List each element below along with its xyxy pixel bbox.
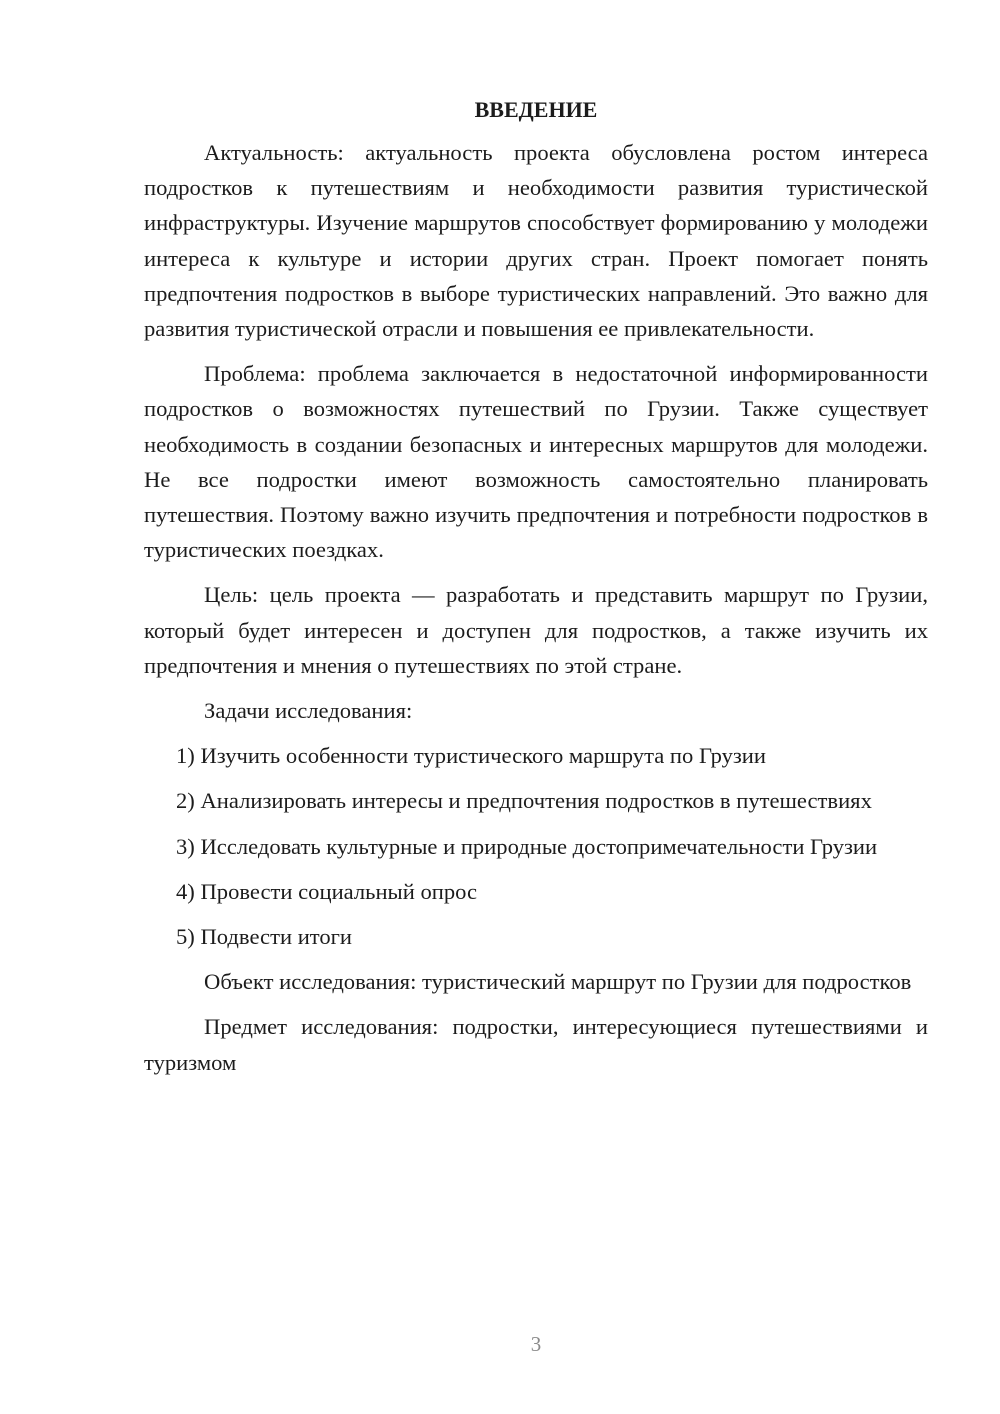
list-item-task-4: 4) Провести социальный опрос	[176, 878, 478, 904]
list-item-task-3: 3) Исследовать культурные и природные достопримечательности Грузии	[176, 833, 878, 859]
tasks-heading: Задачи исследования:	[204, 698, 413, 724]
page-title: ВВЕДЕНИЕ	[474, 97, 598, 122]
paragraph-problem: Проблема: проблема заключается в недостаточной информированности подростков о возможностях путешествий по Грузии. Также существует необходимость в создании безопасных и интересных маршрутов для молодежи. Не все подростки имеют возможность самостоятельно планировать путешествия. Поэтому важно изучить предпочтения и потребности подростков в туристических поездках.	[144, 361, 928, 563]
list-item-task-5: 5) Подвести итоги	[176, 924, 353, 950]
tasks-list	[144, 738, 928, 954]
page-number: 3	[530, 1332, 542, 1356]
paragraph-relevance: Актуальность: актуальность проекта обусловлена ростом интереса подростков к путешествиям и необходимости развития туристической инфраструктуры. Изучение маршрутов способствует формированию у молодежи интереса к культуре и истории других стран. Проект помогает понять предпочтения подростков в выборе туристических направлений. Это важно для развития туристической отрасли и повышения ее привлекательности.	[144, 140, 928, 342]
list-item-task-1: 1) Изучить особенности туристического маршрута по Грузии	[176, 743, 766, 769]
list-item-task-2: 2) Анализировать интересы и предпочтения подростков в путешествиях	[176, 788, 872, 814]
paragraph-object: Объект исследования: туристический маршрут по Грузии для подростков	[204, 969, 912, 995]
document-page	[144, 90, 928, 1090]
paragraph-goal: Цель: цель проекта — разработать и представить маршрут по Грузии, который будет интересен и доступен для подростков, а также изучить их предпочтения и мнения о путешествиях по этой стране.	[144, 582, 928, 678]
paragraph-subject: Предмет исследования: подростки, интересующиеся путешествиями и туризмом	[144, 1014, 928, 1075]
